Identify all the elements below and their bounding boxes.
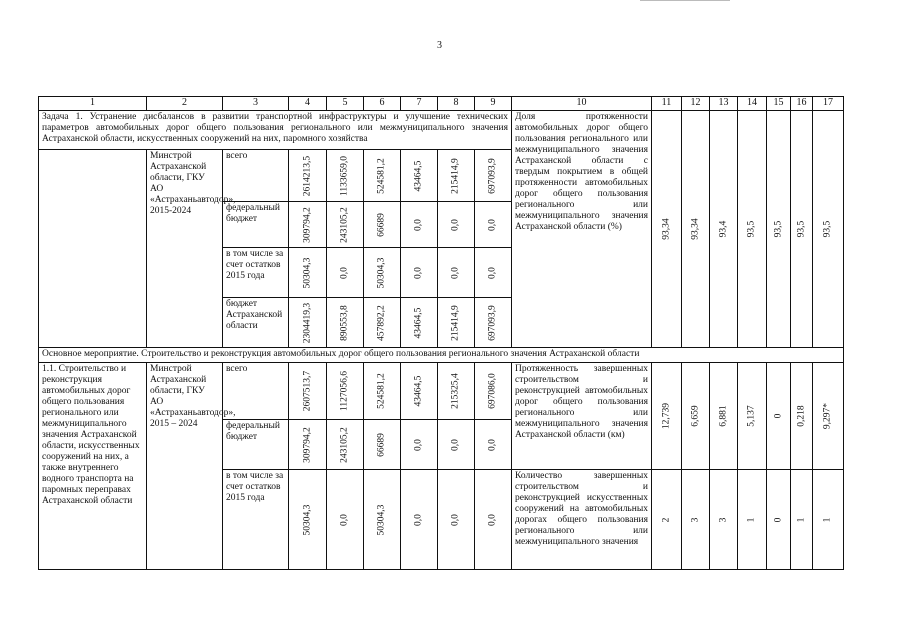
indicator-value: 1 <box>791 470 813 570</box>
value-cell: 50304,3 <box>289 248 327 298</box>
value-cell: 1133659,0 <box>327 150 364 202</box>
indicator-value: 93,5 <box>767 111 791 348</box>
header-cell: 15 <box>767 97 791 111</box>
value-cell: 50304,3 <box>364 470 401 570</box>
indicator-value: 1 <box>813 470 844 570</box>
header-cell: 13 <box>710 97 738 111</box>
indicator-value: 1 <box>738 470 767 570</box>
header-cell: 4 <box>289 97 327 111</box>
indicator-value: 6,659 <box>682 363 710 470</box>
main-event-title: Основное мероприятие. Строительство и реконструкция автомобильных дорог общего пользования регионального значения Астраханской области <box>39 348 844 363</box>
value-cell: 0,0 <box>438 470 475 570</box>
indicator-value: 5,137 <box>738 363 767 470</box>
value-cell: 215325,4 <box>438 363 475 420</box>
value-cell: 0,0 <box>438 420 475 470</box>
value-cell: 890553,8 <box>327 298 364 348</box>
indicator-value: 3 <box>682 470 710 570</box>
value-cell: 0,0 <box>327 248 364 298</box>
value-cell: 215414,9 <box>438 298 475 348</box>
value-cell: 43464,5 <box>401 150 438 202</box>
value-cell: 2304419,3 <box>289 298 327 348</box>
program-table <box>38 96 844 570</box>
value-cell: 0,0 <box>438 202 475 248</box>
value-cell: 309794,2 <box>289 202 327 248</box>
value-cell: 50304,3 <box>289 470 327 570</box>
indicator-value: 93,5 <box>791 111 813 348</box>
header-cell: 6 <box>364 97 401 111</box>
value-cell: 1127056,6 <box>327 363 364 420</box>
measure-indicator-1: Протяженность завершенных строительством и реконструкцией автомобильных дорог общего пользования регионального или межмуниципального значения Астраханской области (км) <box>512 363 652 470</box>
value-cell: 50304,3 <box>364 248 401 298</box>
measure-indicator-2: Количество завершенных строительством и реконструкцией искусственных сооружений на автомобильных дорогах общего пользования регионального или межмуниципального значения <box>512 470 652 570</box>
measure-title: 1.1. Строительство и реконструкция автомобильных дорог общего пользования регионального или межмуниципального значения Астраханской области, искусственных сооружений на них, а также внутреннего водного транспорта на паромных переправах Астраханской области <box>39 363 147 570</box>
header-cell: 9 <box>475 97 512 111</box>
header-cell: 5 <box>327 97 364 111</box>
value-cell: 215414,9 <box>438 150 475 202</box>
value-cell: 524581,2 <box>364 150 401 202</box>
header-cell: 14 <box>738 97 767 111</box>
value-cell: 697093,9 <box>475 298 512 348</box>
value-cell: 243105,2 <box>327 420 364 470</box>
value-cell: 697093,9 <box>475 150 512 202</box>
indicator-value: 0,218 <box>791 363 813 470</box>
row-label: федеральный бюджет <box>223 420 289 470</box>
value-cell: 43464,5 <box>401 363 438 420</box>
header-cell: 17 <box>813 97 844 111</box>
row-label: в том числе за счет остатков 2015 года <box>223 470 289 570</box>
indicator-value: 93,5 <box>813 111 844 348</box>
table-row <box>39 363 844 420</box>
header-cell: 2 <box>147 97 223 111</box>
header-cell: 11 <box>652 97 682 111</box>
indicator-value: 9,297* <box>813 363 844 470</box>
header-cell: 10 <box>512 97 652 111</box>
value-cell: 0,0 <box>438 248 475 298</box>
header-cell: 7 <box>401 97 438 111</box>
row-label: всего <box>223 363 289 420</box>
value-cell: 0,0 <box>475 470 512 570</box>
value-cell: 0,0 <box>401 248 438 298</box>
value-cell: 66689 <box>364 202 401 248</box>
task-title: Задача 1. Устранение дисбалансов в развитии транспортной инфраструктуры и улучшение технических параметров автомобильных дорог общего пользования регионального или межмуниципального значения Астраханской области, искусственных сооружений на них, паромного хозяйства <box>39 111 512 150</box>
indicator-value: 0 <box>767 470 791 570</box>
value-cell: 0,0 <box>401 202 438 248</box>
row-label: бюджет Астраханской области <box>223 298 289 348</box>
row-label: федеральный бюджет <box>223 202 289 248</box>
value-cell: 309794,2 <box>289 420 327 470</box>
value-cell: 0,0 <box>401 470 438 570</box>
value-cell: 0,0 <box>475 202 512 248</box>
value-cell: 2614213,5 <box>289 150 327 202</box>
value-cell: 457892,2 <box>364 298 401 348</box>
table-row <box>39 111 844 150</box>
value-cell: 43464,5 <box>401 298 438 348</box>
measure-executor: Минстрой Астраханской области, ГКУ АО «Астраханьавтодор», 2015 – 2024 <box>147 363 223 570</box>
indicator-value: 2 <box>652 470 682 570</box>
indicator-value: 12,739 <box>652 363 682 470</box>
indicator-value: 93,34 <box>682 111 710 348</box>
indicator-value: 93,5 <box>738 111 767 348</box>
header-row <box>39 97 844 111</box>
task-executor: Минстрой Астраханской области, ГКУ АО «Астраханьавтодор», 2015-2024 <box>147 150 223 348</box>
value-cell: 0,0 <box>401 420 438 470</box>
value-cell: 524581,2 <box>364 363 401 420</box>
header-cell: 8 <box>438 97 475 111</box>
value-cell: 0,0 <box>475 420 512 470</box>
indicator-value: 0 <box>767 363 791 470</box>
header-cell: 16 <box>791 97 813 111</box>
value-cell: 66689 <box>364 420 401 470</box>
row-label: в том числе за счет остатков 2015 года <box>223 248 289 298</box>
value-cell: 243105,2 <box>327 202 364 248</box>
value-cell: 697086,0 <box>475 363 512 420</box>
top-edge-mark <box>640 0 730 4</box>
page-number: 3 <box>437 40 442 51</box>
indicator-value: 93,34 <box>652 111 682 348</box>
indicator-value: 93,4 <box>710 111 738 348</box>
row-label: всего <box>223 150 289 202</box>
table-row <box>39 348 844 363</box>
value-cell: 0,0 <box>475 248 512 298</box>
header-cell: 12 <box>682 97 710 111</box>
header-cell: 1 <box>39 97 147 111</box>
indicator-value: 3 <box>710 470 738 570</box>
task-indicator: Доля протяженности автомобильных дорог общего пользования регионального или межмуниципального значения Астраханской области с твердым покрытием в общей протяженности автомобильных дорог общего пользования регионального или межмуниципального значения Астраханской области (%) <box>512 111 652 348</box>
header-cell: 3 <box>223 97 289 111</box>
indicator-value: 6,881 <box>710 363 738 470</box>
value-cell: 0,0 <box>327 470 364 570</box>
value-cell: 2607513,7 <box>289 363 327 420</box>
